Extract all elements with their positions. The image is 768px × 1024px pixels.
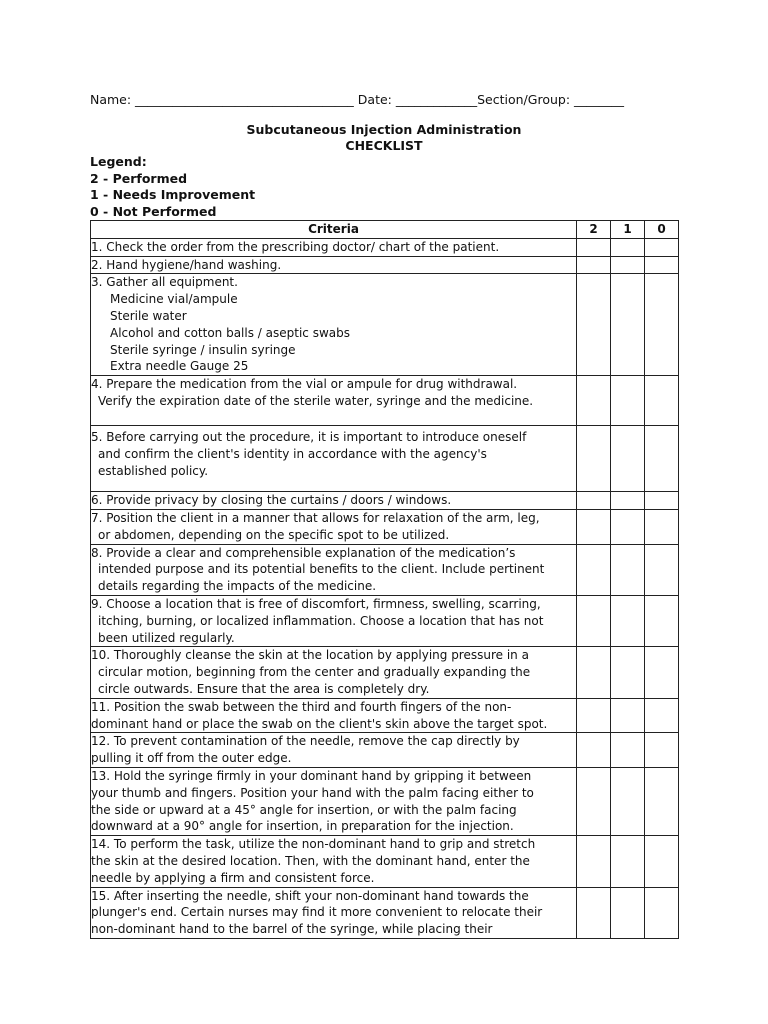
criteria-cell	[91, 238, 577, 256]
criteria-text: downward at a 90° angle for insertion, in preparation for the injection.	[91, 819, 514, 834]
criteria-text: the side or upward at a 45° angle for insertion, or with the palm facing	[91, 802, 517, 817]
criteria-text: circle outwards. Ensure that the area is completely dry.	[98, 681, 430, 696]
score-1-cell[interactable]	[611, 595, 645, 646]
criteria-cell	[91, 733, 577, 768]
criteria-text: 2. Hand hygiene/hand washing.	[91, 257, 282, 272]
score-2-cell[interactable]	[577, 376, 611, 426]
table-row	[91, 733, 679, 768]
criteria-header: Criteria	[91, 221, 577, 239]
criteria-text: 8. Provide a clear and comprehensible explanation of the medication’s	[91, 545, 516, 560]
score-2-cell[interactable]	[577, 733, 611, 768]
score-0-cell[interactable]	[645, 647, 679, 698]
criteria-text: 9. Choose a location that is free of discomfort, firmness, swelling, scarring,	[91, 596, 541, 611]
legend-item-performed: 2 - Performed	[90, 170, 188, 186]
score-0-cell[interactable]	[645, 887, 679, 938]
score-0-cell[interactable]	[645, 376, 679, 426]
criteria-cell	[91, 492, 577, 510]
criteria-text: Sterile syringe / insulin syringe	[110, 342, 296, 357]
score-1-cell[interactable]	[611, 509, 645, 544]
criteria-cell	[91, 698, 577, 733]
score-2-header: 2	[577, 221, 611, 239]
table-row	[91, 274, 679, 376]
criteria-cell	[91, 256, 577, 274]
score-1-cell[interactable]	[611, 767, 645, 835]
score-0-cell[interactable]	[645, 698, 679, 733]
score-1-cell[interactable]	[611, 733, 645, 768]
score-2-cell[interactable]	[577, 256, 611, 274]
table-row	[91, 426, 679, 492]
page-title: Subcutaneous Injection Administration	[246, 122, 522, 137]
criteria-cell	[91, 376, 577, 426]
criteria-text: circular motion, beginning from the center and gradually expanding the	[98, 665, 531, 680]
score-0-cell[interactable]	[645, 767, 679, 835]
name-field: Name: ___________________________________	[90, 92, 354, 107]
score-1-cell[interactable]	[611, 376, 645, 426]
criteria-cell	[91, 647, 577, 698]
score-2-cell[interactable]	[577, 274, 611, 376]
criteria-cell	[91, 836, 577, 887]
score-1-cell[interactable]	[611, 647, 645, 698]
score-1-cell[interactable]	[611, 426, 645, 492]
score-0-cell[interactable]	[645, 426, 679, 492]
criteria-text: 3. Gather all equipment.	[91, 275, 238, 290]
criteria-text: your thumb and fingers. Position your hand with the palm facing either to	[91, 785, 534, 800]
table-header-row	[91, 221, 679, 239]
criteria-text: and confirm the client's identity in accordance with the agency's	[98, 446, 487, 461]
score-1-cell[interactable]	[611, 256, 645, 274]
criteria-text: 1. Check the order from the prescribing doctor/ chart of the patient.	[91, 239, 500, 254]
score-0-cell[interactable]	[645, 595, 679, 646]
table-row	[91, 376, 679, 426]
score-2-cell[interactable]	[577, 426, 611, 492]
criteria-cell	[91, 509, 577, 544]
criteria-text: Medicine vial/ampule	[110, 292, 238, 307]
criteria-text: Alcohol and cotton balls / aseptic swabs	[110, 325, 350, 340]
criteria-text: pulling it off from the outer edge.	[91, 751, 292, 766]
table-row	[91, 887, 679, 938]
criteria-text: the skin at the desired location. Then, with the dominant hand, enter the	[91, 853, 530, 868]
criteria-table	[90, 220, 679, 939]
table-row	[91, 836, 679, 887]
table-row	[91, 492, 679, 510]
criteria-text: needle by applying a firm and consistent force.	[91, 870, 375, 885]
table-row	[91, 238, 679, 256]
criteria-cell	[91, 595, 577, 646]
score-2-cell[interactable]	[577, 887, 611, 938]
score-1-cell[interactable]	[611, 698, 645, 733]
score-0-cell[interactable]	[645, 733, 679, 768]
criteria-text: intended purpose and its potential benefits to the client. Include pertinent	[98, 562, 545, 577]
criteria-cell	[91, 887, 577, 938]
score-2-cell[interactable]	[577, 544, 611, 595]
criteria-text: been utilized regularly.	[98, 630, 235, 645]
criteria-cell	[91, 544, 577, 595]
table-row	[91, 647, 679, 698]
score-2-cell[interactable]	[577, 767, 611, 835]
score-2-cell[interactable]	[577, 836, 611, 887]
score-1-cell[interactable]	[611, 238, 645, 256]
table-row	[91, 698, 679, 733]
criteria-text: 5. Before carrying out the procedure, it is important to introduce oneself	[91, 430, 527, 445]
score-0-cell[interactable]	[645, 238, 679, 256]
score-0-cell[interactable]	[645, 544, 679, 595]
criteria-text: 11. Position the swab between the third and fourth fingers of the non-	[91, 699, 512, 714]
criteria-text: details regarding the impacts of the medicine.	[98, 579, 377, 594]
criteria-text: 13. Hold the syringe firmly in your dominant hand by gripping it between	[91, 768, 532, 783]
criteria-text: 6. Provide privacy by closing the curtains / doors / windows.	[91, 493, 452, 508]
criteria-text: 7. Position the client in a manner that allows for relaxation of the arm, leg,	[91, 510, 540, 525]
table-row	[91, 509, 679, 544]
score-2-cell[interactable]	[577, 509, 611, 544]
criteria-text: 12. To prevent contamination of the needle, remove the cap directly by	[91, 734, 520, 749]
score-0-cell[interactable]	[645, 274, 679, 376]
header-fields	[90, 92, 680, 107]
criteria-text: non-dominant hand to the barrel of the syringe, while placing their	[91, 922, 493, 937]
criteria-text: Extra needle Gauge 25	[110, 359, 249, 374]
section-group-field: Section/Group: ________	[477, 92, 625, 107]
legend-item-not-performed: 0 - Not Performed	[90, 203, 217, 219]
table-row	[91, 767, 679, 835]
date-field: Date: _____________	[357, 92, 478, 107]
legend-heading: Legend:	[90, 154, 147, 169]
score-0-header: 0	[645, 221, 679, 239]
criteria-cell	[91, 274, 577, 376]
criteria-body	[91, 238, 679, 938]
legend-item-needs-improvement: 1 - Needs Improvement	[90, 187, 256, 202]
score-1-cell[interactable]	[611, 544, 645, 595]
criteria-text: itching, burning, or localized inflammation. Choose a location that has not	[98, 613, 544, 628]
score-0-cell[interactable]	[645, 509, 679, 544]
criteria-cell	[91, 767, 577, 835]
criteria-text: Verify the expiration date of the sterile water, syringe and the medicine.	[98, 393, 534, 408]
table-row	[91, 595, 679, 646]
score-2-cell[interactable]	[577, 647, 611, 698]
score-0-cell[interactable]	[645, 836, 679, 887]
score-0-cell[interactable]	[645, 492, 679, 510]
criteria-text: dominant hand or place the swab on the client's skin above the target spot.	[91, 716, 548, 731]
score-1-cell[interactable]	[611, 492, 645, 510]
page-subtitle: CHECKLIST	[345, 138, 423, 153]
score-0-cell[interactable]	[645, 256, 679, 274]
score-2-cell[interactable]	[577, 595, 611, 646]
criteria-text: 14. To perform the task, utilize the non-dominant hand to grip and stretch	[91, 837, 536, 852]
criteria-text: 15. After inserting the needle, shift your non-dominant hand towards the	[91, 888, 529, 903]
criteria-text: or abdomen, depending on the specific spot to be utilized.	[98, 527, 450, 542]
table-row	[91, 544, 679, 595]
score-1-header: 1	[611, 221, 645, 239]
score-2-cell[interactable]	[577, 698, 611, 733]
criteria-text: 4. Prepare the medication from the vial or ampule for drug withdrawal.	[91, 377, 518, 392]
criteria-text: established policy.	[98, 463, 209, 478]
criteria-text: 10. Thoroughly cleanse the skin at the location by applying pressure in a	[91, 648, 529, 663]
criteria-text: Sterile water	[110, 308, 187, 323]
score-1-cell[interactable]	[611, 274, 645, 376]
table-row	[91, 256, 679, 274]
criteria-text: plunger's end. Certain nurses may find it more convenient to relocate their	[91, 905, 543, 920]
score-1-cell[interactable]	[611, 887, 645, 938]
legend	[90, 154, 255, 220]
score-2-cell[interactable]	[577, 492, 611, 510]
title-block	[90, 122, 678, 154]
score-1-cell[interactable]	[611, 836, 645, 887]
criteria-cell	[91, 426, 577, 492]
score-2-cell[interactable]	[577, 238, 611, 256]
